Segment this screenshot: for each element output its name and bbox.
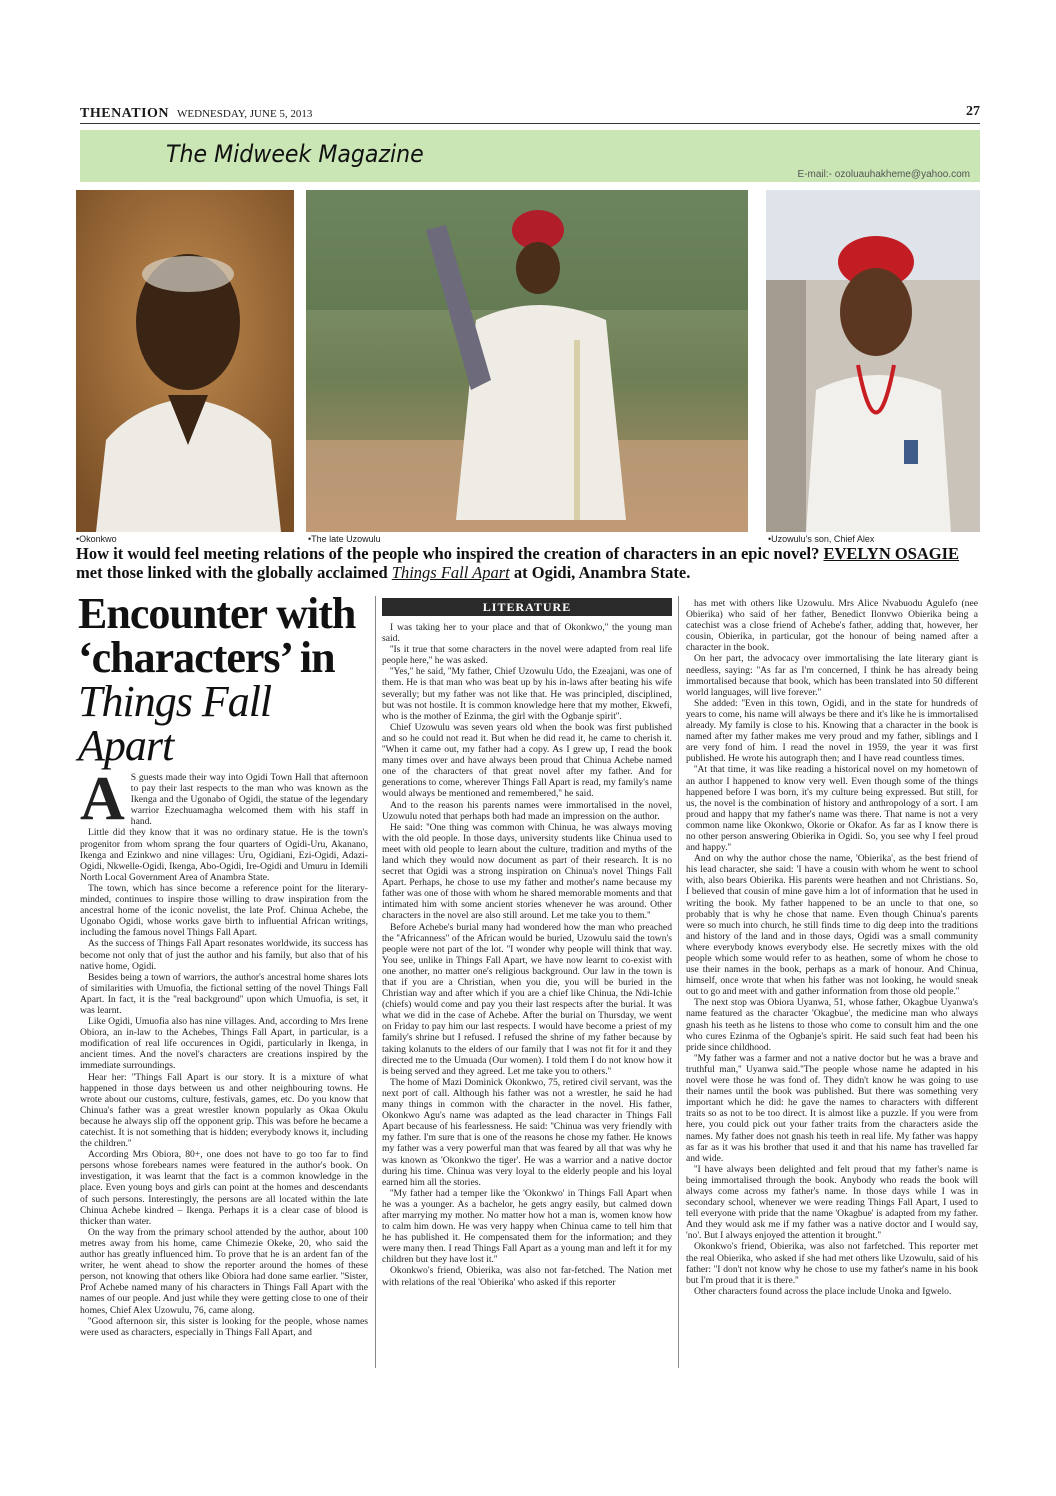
- issue-date: WEDNESDAY, JUNE 5, 2013: [177, 108, 313, 120]
- paragraph: ''At that time, it was like reading a historical novel on my hometown of an author I happened to know very well. Even though some of the things happened before I was born, it's my culture being expressed. But still, for us, the novel is the combination of history and anthropology of a sort. I am proud and happy that my father's name was there. That name is not a very common name like Okonkwo, Okorie or Okafor. As far as I know there is no other person answering Obierika in Ogidi. So, you see why I feel proud and happy.'': [686, 764, 978, 854]
- paragraph: On the way from the primary school attended by the author, about 100 metres away from his home, came Chimezie Okeke, 20, who said the author has greatly influenced him. To prove that he is an ardent fan of the writer, he went ahead to show the reporter around the homes of these person, not knowing that others like Obiora had done same earlier. ''Sister, Prof Achebe named many of his characters in Things Fall Apart with the names of our people. And just while they were getting close to one of their homes, Chief Alex Uzowulu, 76, came along.: [80, 1226, 368, 1316]
- paragraph: She added: ''Even in this town, Ogidi, and in the state for hundreds of years to come, his name will always be there and it's like he is immortalised already. My family is close to his. Knowing that a character in the book is named after my father makes me very proud and my father, siblings and I are very fond of him. I read the novel in 1959, the year it was first published. He wrote his autograph then; and I have read countless times.: [686, 697, 978, 765]
- paragraph: The next stop was Obiora Uyanwa, 51, whose father, Okagbue Uyanwa's name featured as the character 'Okagbue', the medicine man who always gnash his teeth as he listens to those who come to consult him and the one who cures Ezinma of the Ogbanje's spirit. He said such feat had been his pride since childhood.: [686, 997, 978, 1053]
- caption-okonkwo: •Okonkwo: [76, 534, 117, 544]
- paragraph: And to the reason his parents names were immortalised in the novel, Uzowulu noted that perhaps both had made an impression on the author.: [382, 799, 672, 822]
- paragraph: ''My father had a temper like the 'Okonkwo' in Things Fall Apart when he was a younger. As a bachelor, he gets angry easily, but calmed down after marrying my mother. No matter how hot a man is, women know how to calm him down. He was very happy when Chinua came to tell him that he has published it. He compensated them for the information; and they were many then. I read Things Fall Apart as a young man and left it for my children but they have lost it.'': [382, 1187, 672, 1266]
- deck-book-title: Things Fall Apart: [391, 563, 510, 582]
- paragraph: Hear her: ''Things Fall Apart is our story. It is a mixture of what happened in those days between us and other neighbouring towns. He wrote about our customs, culture, festivals, games, etc. Do you know that Chinua's father was a great wrestler known popularly as Okaa Okulu because he always slip off the opponent grip. This was before he became a catechist. It is not something that is hidden; everybody knows it, including the children.'': [80, 1071, 368, 1150]
- paragraph: The home of Mazi Dominick Okonkwo, 75, retired civil servant, was the next port of call. Although his father was not a wrestler, he said he had many things in common with the character in the novel. His father, Okonkwo Agu's name was adapted as the lead character in Things Fall Apart because of his fearlessness. He said: ''Chinua was very friendly with my father. I'm sure that is one of the reasons he chose my father. He knows my father was a very powerful man that was feared by all that was why he was known as 'Okonkwo the tiger'. He was a warrior and a native doctor during his time. Chinua was very loyal to the elderly people and his loyal earned him all the stories.: [382, 1076, 672, 1188]
- paragraph: ''Yes,'' he said, ''My father, Chief Uzowulu Udo, the Ezeajani, was one of them. He is that man who was beat up by his in-laws after beating his wife severally; but my father was not like that. He was principled, disciplined, but was not hostile. It is common knowledge here that my mother, Ekwefi, who is the mother of Ezinma, the girl with the Ogbanje spirit''.: [382, 666, 672, 722]
- paragraph: Little did they know that it was no ordinary statue. He is the town's progenitor from whom sprang the four quarters of Ogidi-Uru, Akanano, Ikenga and Ezinkwo and nine villages: Uru, Ogidiani, Ezi-Ogidi, Adazi-Ogidi, Nkwelle-Ogidi, Ikenga, Abo-Ogidi, Ire-Ogidi and Umuru in Idemili North Local Government Area of Anambra State.: [80, 827, 368, 883]
- paragraph: Like Ogidi, Umuofia also has nine villages. And, according to Mrs Irene Obiora, an in-law to the Achebes, Things Fall Apart, in particular, is a modification of real life occurences in Ogidi, particularly in Ikenga, in ancient times. And the novel's characters are creations inspired by the immediate surroundings.: [80, 1016, 368, 1072]
- deck-author: EVELYN OSAGIE: [823, 544, 960, 563]
- paragraph: On her part, the advocacy over immortalising the late literary giant is needless, saying: ''As far as I'm concerned, I think he has already being immortalised because that book, which has been translated into 50 different world languages, will live forever.'': [686, 653, 978, 698]
- masthead: [80, 104, 980, 122]
- paragraph: I was taking her to your place and that of Okonkwo,'' the young man said.: [382, 622, 672, 645]
- column-1-text: [80, 772, 368, 1338]
- column-3-text: [686, 598, 978, 1297]
- paragraph: has met with others like Uzowulu. Mrs Alice Nvabuodu Agulefo (nee Obierika) who said of her father, Benedict Ilonvwo Obierika being a catechist was a close friend of Achebe's father, adding that, however, her cousin, Obierika, in particular, got the honour of being named after a character in the book.: [686, 598, 978, 654]
- paragraph: Okonkwo's friend, Obierika, was also not farfetched. This reporter met the real Obierika, who asked if she had met others like Uzowulu, said of his father: ''I don't not know why he chose to use my father's name in his book but I'm proud that it is there.'': [686, 1241, 978, 1286]
- headline-line2: Things Fall Apart: [78, 677, 272, 770]
- section-band: [80, 130, 980, 182]
- paragraph: ''Good afternoon sir, this sister is looking for the people, whose names were used as characters, especially in Things Fall Apart, and: [80, 1315, 368, 1338]
- headline-line1: Encounter with ‘characters’ in: [78, 589, 356, 682]
- paragraph: S guests made their way into Ogidi Town Hall that afternoon to pay their last respects to the man who was known as the Ikenga and the Ugonabo of Ogidi, the statue of the legendary warrior Ezechuamagha welcomed them with his staff in hand.: [130, 772, 368, 828]
- photo-late-uzowulu: [306, 190, 748, 532]
- paragraph: Besides being a town of warriors, the author's ancestral home shares lots of similarities with Umuofia, the fictional setting of the novel Things Fall Apart. In fact, it is the ''real background'' upon which Umuofia, is set, it was learnt.: [80, 971, 368, 1016]
- paragraph: ''My father was a farmer and not a native doctor but he was a brave and truthful man,'' Uyanwa said.''The people whose name he adapted in his novel were those he was fond of. They didn't know he was going to use their names until the book was published. But there was something very important which he did: he gave the names to characters with different traits so as not to be too direct. It is almost like a puzzle. If you were from here, you could pick out your father traits from the characters aside the names. My father does not gnash his teeth in real life. My father was happy as far as it was his brother that used it and that his name has travelled far and wide.: [686, 1052, 978, 1164]
- page-number: 27: [966, 104, 980, 119]
- paragraph: The town, which has since become a reference point for the literary-minded, continues to inspire those willing to draw inspiration from the ancestral home of the iconic novelist, the late Prof. Chinua Achebe, the Ugonabo Ogidi, whose works gave birth to influential African writings, including the famous novel Things Fall Apart.: [80, 882, 368, 939]
- paragraph: Other characters found across the place include Unoka and Igwelo.: [694, 1285, 952, 1297]
- drop-cap: A: [80, 772, 125, 833]
- deck-lead: How it would feel meeting relations of the people who inspired the creation of characters in an epic novel?: [76, 544, 824, 563]
- paragraph: Okonkwo's friend, Obierika, was also not far-fetched. The Nation met with relations of the real 'Obierika' who asked if this reporter: [382, 1265, 672, 1288]
- caption-chief-alex: •Uzowulu's son, Chief Alex: [768, 534, 875, 544]
- column-divider: [678, 596, 679, 1368]
- masthead-rule: [80, 123, 980, 124]
- paragraph: He said: ''One thing was common with Chinua, he was always moving with the old people. In those days, university students like Chinua used to meet with old people to learn about the culture, tradition and myths of the land which they would now document as part of their research. It is no secret that Ogidi was a strong inspiration on Chinua's novel Things Fall Apart. Perhaps, he chose to use my father and mother's name because my father was one of those with whom he shared memorable moments and that intimated him with some ancient stories whenever he was around. Other characters in the novel are also still around. Let me take you to them.'': [382, 821, 672, 922]
- deck-mid: met those linked with the globally acclaimed: [76, 563, 392, 582]
- caption-late-uzowulu: •The late Uzowulu: [308, 534, 381, 544]
- column-2: [382, 622, 672, 1364]
- paragraph: And on why the author chose the name, 'Obierika', as the best friend of his lead character, she said: 'I have a cousin with whom he went to school with, also bears Obierika. His parents were heathen and not Christians. So, I believed that cousin of mine gave him a lot of information that he used in writing the book. My father happened to be an uncle to that one, so probably that is why he chose that name. Even though Chinua's parents were so much into church, he still finds time to dig deep into the traditions and history of the land and in those days, Ogidi was a small community where everybody knows everybody else. He secretly mixes with the old people which some would refer to as heathen, some of whom he chose to use their names in the book, perhaps as a mark of honour. And Chinua, himself, once wrote that when his father was not looking, he would sneak out to go and meet with and gather information from those old people.'': [686, 853, 978, 998]
- paragraph: ''Is it true that some characters in the novel were adapted from real life people here,'' he was asked.: [382, 644, 672, 667]
- article-deck: [76, 544, 988, 582]
- column-divider: [375, 596, 376, 1368]
- section-email: E-mail:- ozoluauhakheme@yahoo.com: [797, 169, 970, 180]
- deck-tail: at Ogidi, Anambra State.: [509, 563, 691, 582]
- paragraph: Before Achebe's burial many had wondered how the man who preached the ''Africanness'' of the African would be buried, Uzowulu said the town's people were not part of the lot. ''I wonder why people will think that way. You see, unlike in Things Fall Apart, we have now learnt to co-exist with one another, no matter one's religious background. Our law in the town is that if you are a Christian, when you die, you will be buried in the Christian way and after which if you are a chief like Chinua, the Ndi-Ichie (chiefs) would come and pay you their last respects after the burial. It was what we did in the case of Achebe. After the burial on Thursday, we went on Friday to pay him our last respects. I would have become a priest of my family's shrine but I refused. I refused the shrine of my father because by taking kolanuts to the elders of our family that I was not fit for it and they directed me to the Umuada (Our women). I told them I do not know how it is being served and they agreed. Let me take you to others.'': [382, 921, 672, 1077]
- column-2-text: [382, 622, 672, 1288]
- column-3: [686, 598, 978, 1364]
- paragraph: Chief Uzowulu was seven years old when the book was first published and so he could not read it. But when he did read it, he came to cherish it. ''When it came out, my father had a copy. As I grew up, I read the book many times over and have always been proud that Chinua Achebe named one of the characters of that great novel after my father. And for generations to come, wherever Things Fall Apart is read, my family's name would always be mentioned and remembered,'' he said.: [382, 721, 672, 800]
- publication-name: THENATION: [80, 106, 170, 121]
- article-headline: [78, 589, 368, 770]
- photo-okonkwo: [76, 190, 294, 532]
- section-label: LITERATURE: [382, 598, 672, 616]
- paragraph: According Mrs Obiora, 80+, one does not have to go too far to find persons whose forebears names were featured in the author's book. On investigation, it was learnt that the fact is a common knowledge in the place. Even young boys and girls can point at the homes and descendants of such persons. Interestingly, the persons are all located within the late Chinua Achebe kindred – Ikenga. Perhaps it is a clear case of blood is thicker than water.: [80, 1149, 368, 1227]
- photo-chief-alex: [766, 190, 980, 532]
- paragraph: As the success of Things Fall Apart resonates worldwide, its success has become not only that of just the author and his family, but also that of his native home, Ogidi.: [80, 938, 368, 972]
- section-title: The Midweek Magazine: [166, 140, 424, 168]
- column-1: [80, 772, 368, 1364]
- paragraph: ''I have always been delighted and felt proud that my father's name is being immortalised through the book. Anybody who reads the book will always come across my father's name. In those days while I was in secondary school, whenever we were reading Things Fall Apart, I used to tell everyone with pride that the name 'Okagbue' is adapted from my father. And they would ask me if my father was a native doctor and I would say, 'no'. But I always enjoyed the attention it brought.'': [686, 1163, 978, 1242]
